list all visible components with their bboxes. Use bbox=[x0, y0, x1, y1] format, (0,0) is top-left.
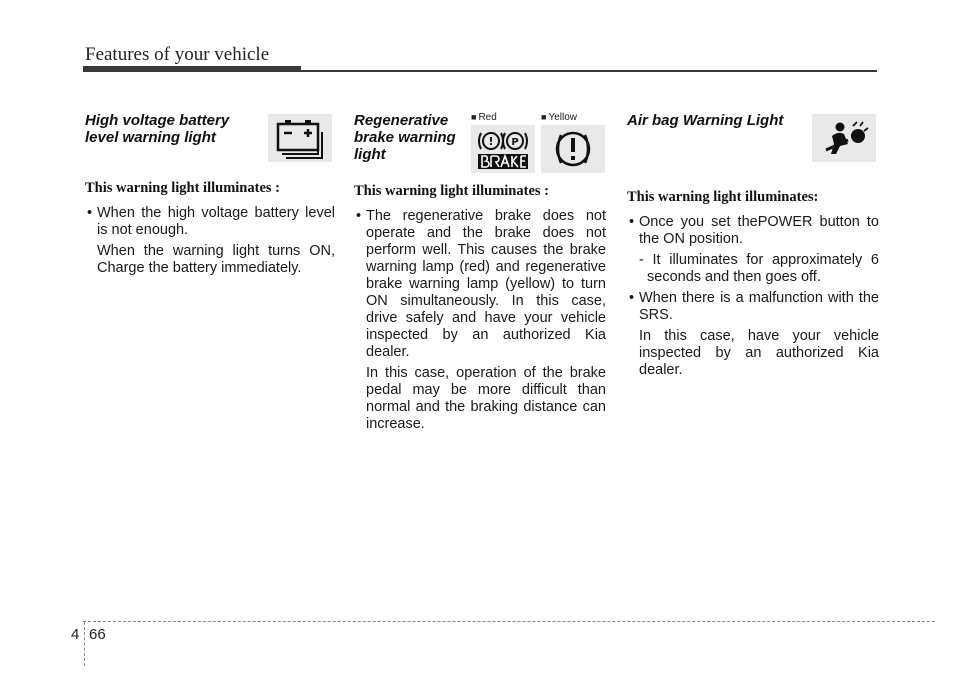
bullet-list bbox=[354, 208, 606, 361]
bullet-list bbox=[627, 214, 879, 248]
section-title: Regenerative brake warning light bbox=[354, 112, 456, 163]
note-text: In this case, operation of the brake pedal may be more difficult than normal and the braking distance can increase. bbox=[366, 365, 606, 432]
header-rule-thin bbox=[83, 70, 877, 72]
exclamation-icon-box bbox=[541, 125, 605, 173]
battery-icon-box bbox=[268, 114, 332, 162]
section-title: High voltage battery level warning light bbox=[85, 112, 230, 146]
section-title: Air bag Warning Light bbox=[627, 112, 784, 129]
exclamation-circle-icon bbox=[541, 125, 605, 173]
bullet-list bbox=[627, 290, 879, 324]
section-lead: This warning light illuminates : bbox=[354, 183, 549, 199]
sub-note: - It illuminates for approximately 6 seconds and then goes off. bbox=[639, 252, 879, 285]
svg-text:!: ! bbox=[488, 135, 494, 148]
svg-text:P: P bbox=[511, 137, 519, 148]
chapter-number: 4 bbox=[71, 626, 80, 643]
header-title: Features of your vehicle bbox=[85, 44, 270, 65]
note-text: When the warning light turns ON, Charge the battery immediately. bbox=[97, 243, 335, 276]
brake-icon-box bbox=[471, 125, 535, 173]
brake-icon bbox=[471, 125, 535, 173]
bullet-item: • The regenerative brake does not operate and the brake does not perform well. This causes the brake warning lamp (red) and regenerative brake warning lamp (yellow) to turn ON simultaneously. In this case, drive safely and have your vehicle inspected by an authorized Kia dealer. bbox=[354, 208, 606, 361]
page-number: 66 bbox=[89, 626, 106, 643]
airbag-icon bbox=[812, 114, 876, 162]
bullet-list bbox=[85, 205, 335, 239]
bullet-item: • When there is a malfunction with the SRS. bbox=[627, 290, 879, 324]
airbag-icon-box bbox=[812, 114, 876, 162]
note-text: In this case, have your vehicle inspected by an authorized Kia dealer. bbox=[639, 328, 879, 378]
bullet-item: • When the high voltage battery level is not enough. bbox=[85, 205, 335, 239]
bullet-item: • Once you set thePOWER button to the ON position. bbox=[627, 214, 879, 248]
footer-divider bbox=[84, 622, 85, 666]
section-lead: This warning light illuminates : bbox=[85, 180, 280, 196]
tag-yellow: ■ Yellow bbox=[541, 112, 577, 123]
battery-icon bbox=[268, 114, 332, 162]
tag-red: ■ Red bbox=[471, 112, 497, 123]
section-lead: This warning light illuminates: bbox=[627, 189, 819, 205]
footer-rule bbox=[83, 621, 935, 622]
